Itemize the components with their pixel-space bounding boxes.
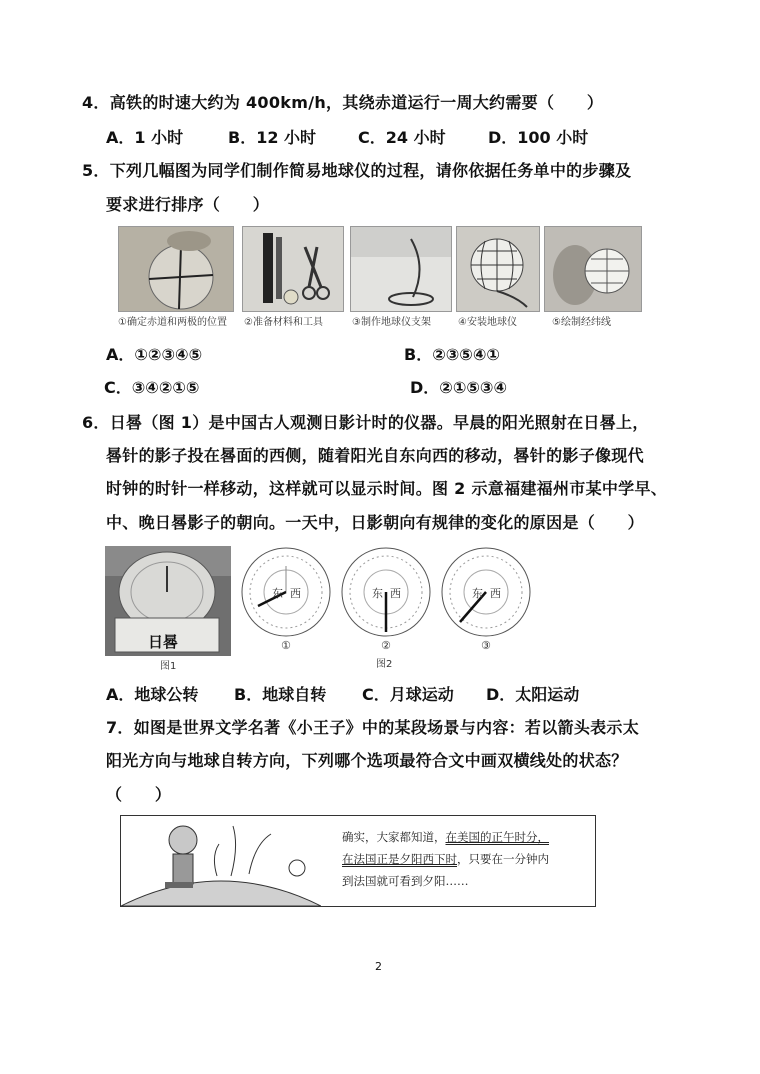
passage-double-underline-2: 在法国正是夕阳西下时 <box>342 852 457 866</box>
q5-option-c: C．③④②①⑤ <box>104 378 200 397</box>
passage-double-underline-1: 在美国的正午时分， <box>445 830 549 844</box>
dial-1 <box>240 546 332 638</box>
dial-2-west: 西 <box>390 587 401 600</box>
caption-step-1: ①确定赤道和两极的位置 <box>118 317 227 328</box>
q4-option-a: A．1 小时 <box>106 128 184 147</box>
q6-line-4: 中、晚日晷影子的朝向。一天中，日影朝向有规律的变化的原因是（ ） <box>106 513 644 532</box>
page-number: 2 <box>375 960 382 973</box>
q6-line-3: 时钟的时针一样移动，这样就可以显示时间。图 2 示意福建福州市某中学早、 <box>106 479 668 498</box>
q5-stem-line2: 要求进行排序（ ） <box>106 195 270 214</box>
fig1-label: 图1 <box>160 661 177 672</box>
caption-step-5: ⑤绘制经纬线 <box>552 317 611 328</box>
q5-option-a: A．①②③④⑤ <box>106 345 203 364</box>
caption-step-2: ②准备材料和工具 <box>244 317 323 328</box>
q6-option-b: B．地球自转 <box>234 685 327 704</box>
dial-3 <box>440 546 532 638</box>
dial-1-east: 东 <box>272 587 283 600</box>
q6-option-a: A．地球公转 <box>106 685 199 704</box>
photo-step-3 <box>350 226 452 312</box>
caption-step-4: ④安装地球仪 <box>458 317 517 328</box>
photo-step-1 <box>118 226 234 312</box>
dial-1-west: 西 <box>290 587 301 600</box>
q4-option-b: B．12 小时 <box>228 128 317 147</box>
q5-option-b: B．②③⑤④① <box>404 345 500 364</box>
caption-step-3: ③制作地球仪支架 <box>352 317 431 328</box>
passage-part-e: 到法国就可看到夕阳…… <box>342 874 469 888</box>
photo-step-5 <box>544 226 642 312</box>
q7-line-1: 7．如图是世界文学名著《小王子》中的某段场景与内容：若以箭头表示太 <box>106 718 640 737</box>
q7-line-2: 阳光方向与地球自转方向，下列哪个选项最符合文中画双横线处的状态？ <box>106 751 628 770</box>
q7-line-3: （ ） <box>106 785 172 804</box>
q6-option-c: C．月球运动 <box>362 685 454 704</box>
dial-3-west: 西 <box>490 587 501 600</box>
dial-2-number: ② <box>381 639 391 652</box>
q6-line-2: 晷针的影子投在晷面的西侧，随着阳光自东向西的移动，晷针的影子像现代 <box>106 446 644 465</box>
sundial-label: 日晷 <box>148 633 179 651</box>
q4-option-d: D．100 小时 <box>488 128 589 147</box>
dial-1-number: ① <box>281 639 291 652</box>
q4-option-c: C．24 小时 <box>358 128 446 147</box>
passage-part-d: ，只要在一分钟内 <box>457 852 549 866</box>
q6-option-d: D．太阳运动 <box>486 685 580 704</box>
photo-step-4 <box>456 226 540 312</box>
q4-stem: 4．高铁的时速大约为 400km/h，其绕赤道运行一周大约需要（ ） <box>82 93 604 112</box>
q5-stem-line1: 5．下列几幅图为同学们制作简易地球仪的过程，请你依据任务单中的步骤及 <box>82 161 632 180</box>
dial-3-number: ③ <box>481 639 491 652</box>
dial-3-east: 东 <box>472 587 483 600</box>
passage-part-a: 确实，大家都知道， <box>342 830 446 844</box>
dial-2-east: 东 <box>372 587 383 600</box>
q7-passage <box>342 826 592 892</box>
photo-step-2 <box>242 226 344 312</box>
q6-line-1: 6．日晷（图 1）是中国古人观测日影计时的仪器。早晨的阳光照射在日晷上， <box>82 413 649 432</box>
fig2-label: 图2 <box>376 659 393 670</box>
dial-2 <box>340 546 432 638</box>
q5-option-d: D．②①⑤③④ <box>410 378 508 397</box>
